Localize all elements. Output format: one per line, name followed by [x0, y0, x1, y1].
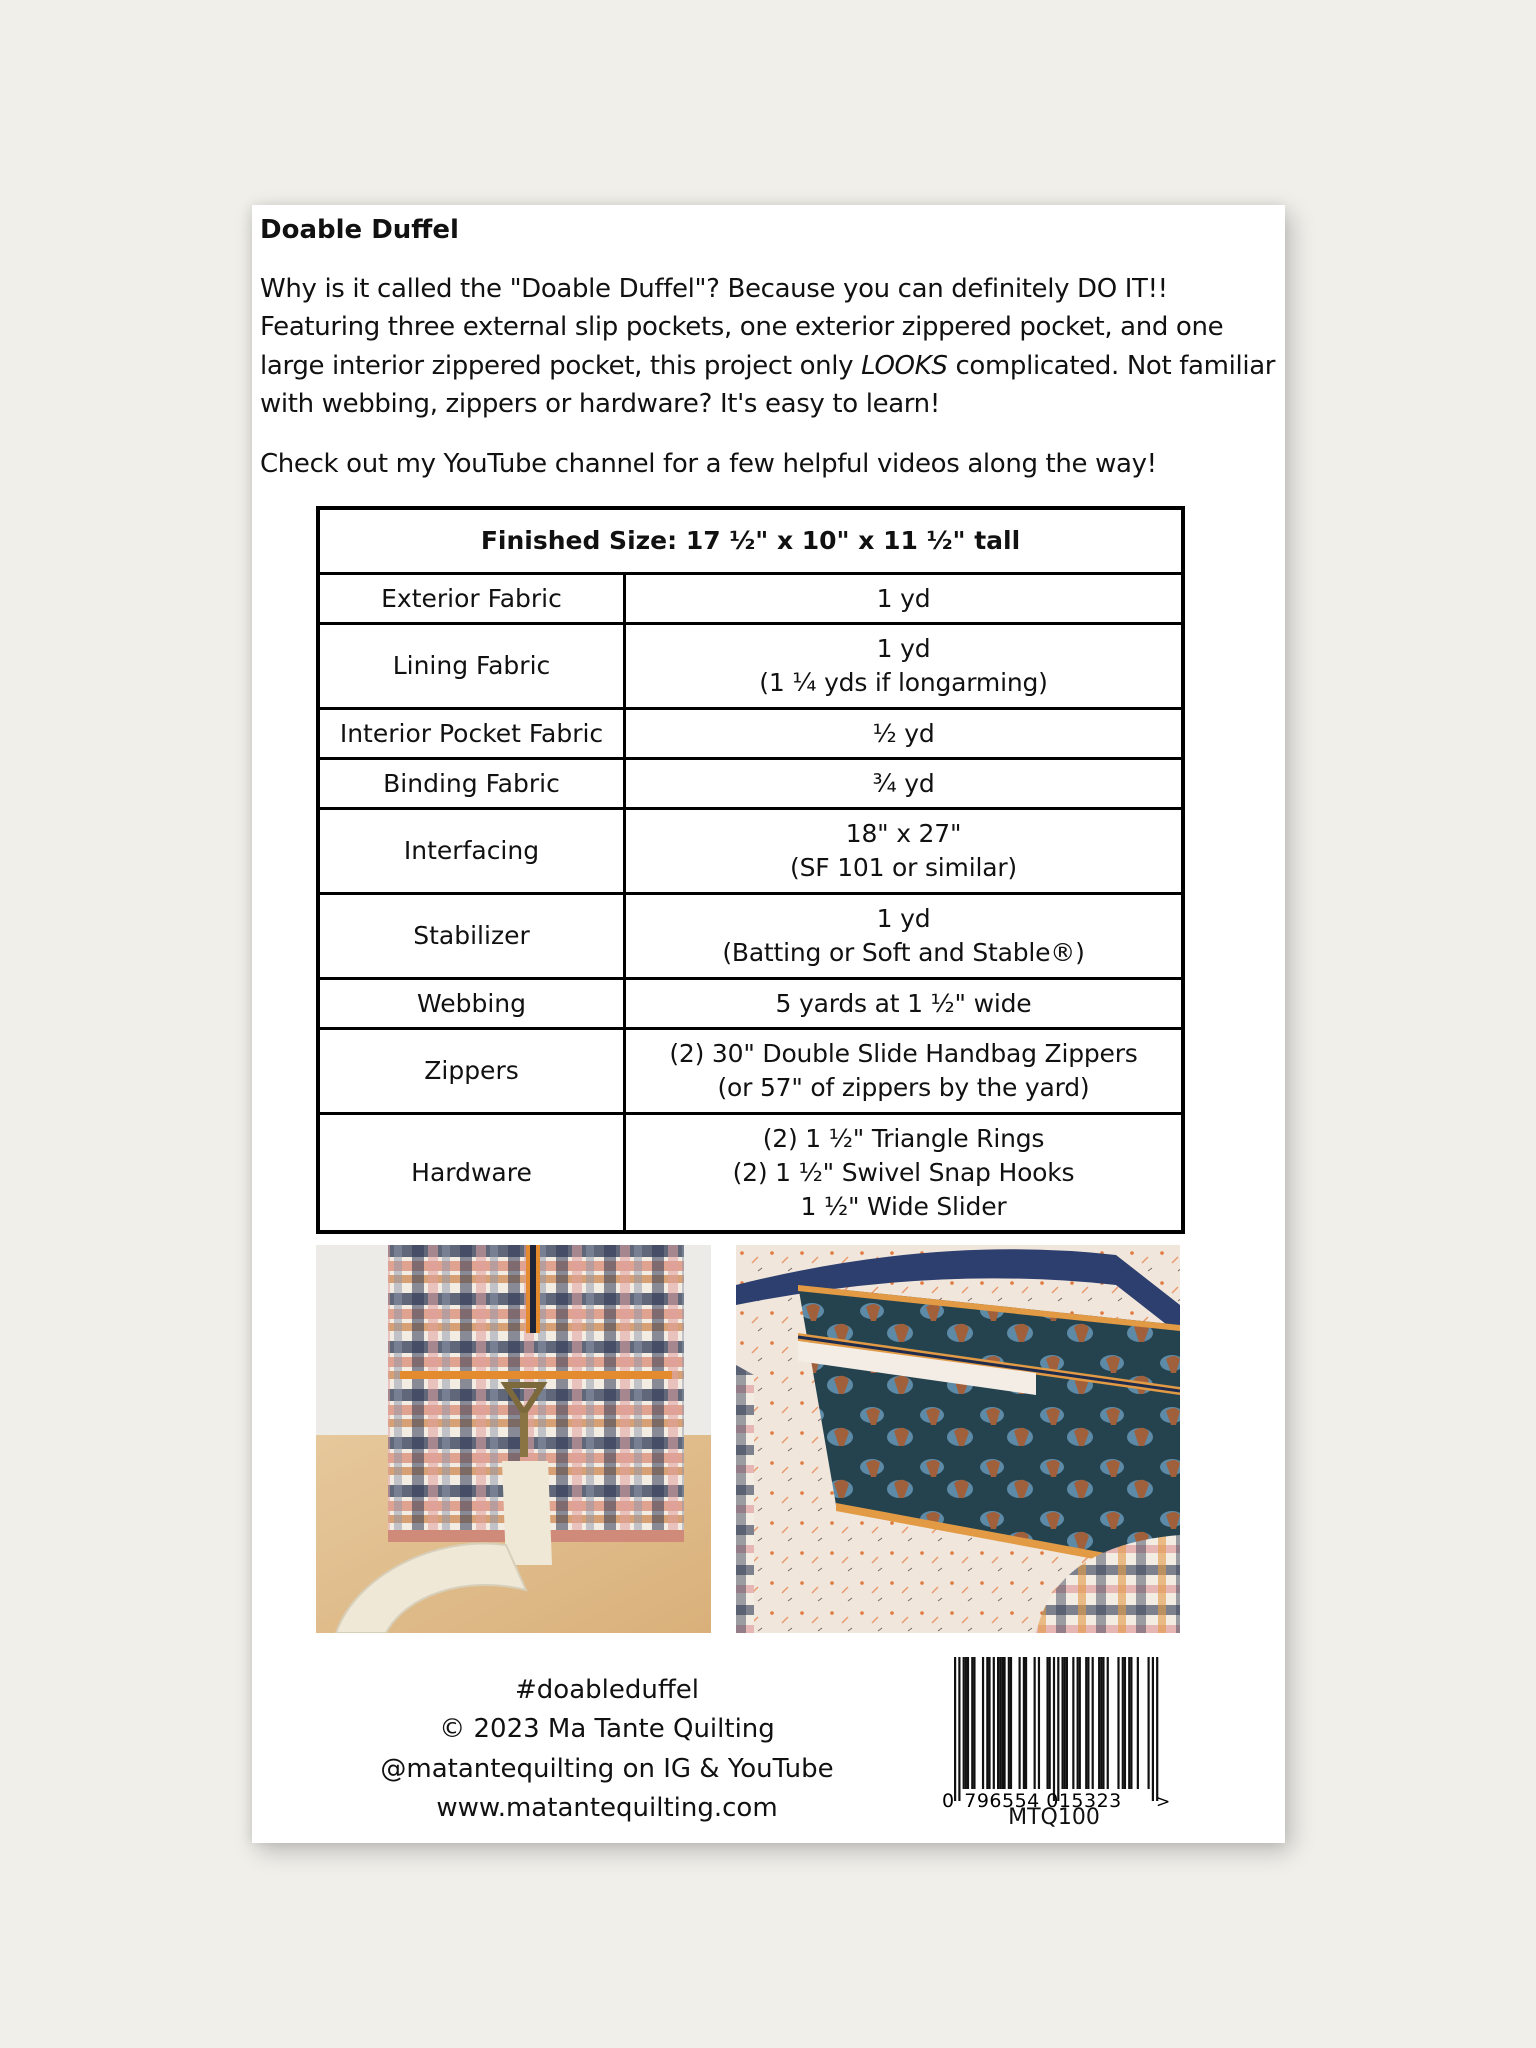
- barcode-bar: [1107, 1657, 1109, 1789]
- table-row: [318, 574, 1183, 624]
- barcode-left-digits: 796554: [964, 1790, 1040, 1812]
- barcode-bar: [1156, 1657, 1158, 1801]
- amount-line: 1 yd: [876, 904, 931, 933]
- intro-emphasis: LOOKS: [861, 350, 948, 381]
- amount-line: 1 yd: [876, 634, 931, 663]
- material-amount: [625, 624, 1184, 709]
- barcode-quiet-zone-mark: >: [1156, 1792, 1170, 1812]
- pattern-title: Doable Duffel: [260, 215, 459, 245]
- barcode-bar: [1034, 1657, 1036, 1789]
- material-amount: [625, 1114, 1184, 1233]
- barcode-bar: [1049, 1657, 1051, 1789]
- table-row: [318, 1114, 1183, 1233]
- amount-line: (2) 1 ½" Triangle Rings: [762, 1123, 1045, 1153]
- material-name: Binding Fabric: [318, 759, 625, 809]
- amount-line: (2) 30" Double Slide Handbag Zippers: [669, 1039, 1138, 1068]
- barcode-bar: [1152, 1657, 1154, 1801]
- hashtag: #doableduffel: [515, 1675, 699, 1705]
- barcode-bar: [1122, 1657, 1124, 1789]
- material-amount: [625, 759, 1184, 809]
- barcode-bar: [1092, 1657, 1094, 1789]
- table-row: [318, 809, 1183, 894]
- barcode-bar: [1001, 1657, 1003, 1789]
- barcode-bar: [1062, 1657, 1064, 1789]
- barcode-bar: [1008, 1657, 1010, 1789]
- material-name: Lining Fabric: [318, 624, 625, 709]
- barcode-bar: [1064, 1657, 1066, 1789]
- material-amount: [625, 894, 1184, 979]
- barcode-bar: [1100, 1657, 1102, 1789]
- intro-line: with webbing, zippers or hardware? It's easy to learn!: [260, 388, 940, 419]
- barcode-bar: [963, 1657, 965, 1789]
- pattern-back-cover: [252, 205, 1285, 1843]
- barcode-bar: [967, 1657, 969, 1789]
- table-header-row: [318, 508, 1183, 574]
- material-name: Exterior Fabric: [318, 574, 625, 624]
- amount-line: 18" x 27": [845, 819, 962, 848]
- photo-duffel-interior: [736, 1245, 1180, 1633]
- barcode-bar: [988, 1657, 990, 1789]
- duffel-interior-image: [736, 1245, 1180, 1633]
- table-row: [318, 624, 1183, 709]
- plaid-edge: [736, 1395, 748, 1633]
- intro-text: complicated. Not familiar: [947, 350, 1276, 381]
- barcode-bar: [1079, 1657, 1081, 1789]
- zipper-tape: [530, 1245, 536, 1333]
- material-name: Stabilizer: [318, 894, 625, 979]
- barcode-bar: [1130, 1657, 1132, 1789]
- photo-duffel-exterior: [316, 1245, 711, 1633]
- barcode-bar: [997, 1657, 999, 1789]
- barcode-bar: [1128, 1657, 1130, 1789]
- barcode-bar: [1148, 1657, 1150, 1789]
- barcode-bar: [993, 1657, 995, 1789]
- barcode-bar: [982, 1657, 984, 1789]
- barcode-bar: [1117, 1657, 1119, 1789]
- barcode-bar: [1077, 1657, 1079, 1789]
- barcode-bar: [1053, 1657, 1055, 1801]
- table-row: [318, 979, 1183, 1029]
- intro-text: large interior zippered pocket, this project only: [260, 350, 862, 381]
- barcode-bar: [1124, 1657, 1126, 1789]
- material-amount: [625, 1029, 1184, 1114]
- intro-line: [260, 347, 1275, 385]
- table-row: [318, 709, 1183, 759]
- material-amount: [625, 979, 1184, 1029]
- barcode-bar: [973, 1657, 975, 1789]
- webbing-strap: [502, 1461, 552, 1565]
- barcode-bar: [1025, 1657, 1027, 1789]
- material-amount: [625, 709, 1184, 759]
- barcode-bar: [1087, 1657, 1089, 1789]
- amount-line: 1 ½" Wide Slider: [800, 1191, 1007, 1221]
- table-row: [318, 1029, 1183, 1114]
- barcode-bar: [1066, 1657, 1068, 1789]
- barcode-bar: [1102, 1657, 1104, 1789]
- amount-line: (1 ¼ yds if longarming): [759, 668, 1048, 697]
- barcode-bar: [1137, 1657, 1139, 1789]
- barcode-bar: [1072, 1657, 1074, 1789]
- pocket-binding: [400, 1371, 672, 1379]
- amount-line: ½ yd: [872, 718, 935, 748]
- barcode: [938, 1655, 1170, 1815]
- barcode-bar: [1023, 1657, 1025, 1789]
- plaid-duffel-image: [316, 1245, 711, 1633]
- barcode-bar: [1098, 1657, 1100, 1789]
- amount-line: 1 yd: [876, 583, 931, 613]
- amount-line: (2) 1 ½" Swivel Snap Hooks: [732, 1157, 1075, 1187]
- barcode-bar: [1085, 1657, 1087, 1789]
- barcode-bar: [971, 1657, 973, 1789]
- intro-paragraph: [260, 270, 1275, 423]
- footer-credits: [252, 1671, 962, 1828]
- barcode-bar: [954, 1657, 956, 1801]
- material-name: Webbing: [318, 979, 625, 1029]
- barcode-bar: [999, 1657, 1001, 1789]
- website-link[interactable]: www.matantequilting.com: [436, 1792, 778, 1823]
- finished-size-header: Finished Size: 17 ½" x 10" x 11 ½" tall: [318, 508, 1183, 574]
- barcode-bar: [986, 1657, 988, 1789]
- table-row: [318, 759, 1183, 809]
- intro-line: Featuring three external slip pockets, one exterior zippered pocket, and one: [260, 312, 1224, 343]
- barcode-bar: [1019, 1657, 1021, 1789]
- material-name: Interfacing: [318, 809, 625, 894]
- barcode-bar: [1003, 1657, 1005, 1789]
- material-name: Interior Pocket Fabric: [318, 709, 625, 759]
- product-sku: MTQ100: [1008, 1805, 1100, 1830]
- barcode-bar: [958, 1657, 960, 1801]
- material-amount: [625, 809, 1184, 894]
- barcode-lead-digit: 0: [942, 1790, 955, 1812]
- youtube-note-text: Check out my YouTube channel for a few helpful videos along the way!: [260, 449, 1157, 479]
- barcode-right-digits: 015323: [1046, 1790, 1122, 1812]
- amount-line: (or 57" of zippers by the yard): [717, 1073, 1090, 1102]
- copyright: © 2023 Ma Tante Quilting: [439, 1714, 775, 1745]
- snap-hook: [520, 1413, 528, 1457]
- barcode-bars: [954, 1657, 1158, 1801]
- social-handle: @matantequilting on IG & YouTube: [380, 1753, 834, 1784]
- intro-line: Why is it called the "Doable Duffel"? Because you can definitely DO IT!!: [260, 274, 1168, 304]
- barcode-bar: [1057, 1657, 1059, 1801]
- material-amount: [625, 574, 1184, 624]
- amount-line: (Batting or Soft and Stable®): [722, 938, 1085, 967]
- material-name: Hardware: [318, 1114, 625, 1233]
- material-name: Zippers: [318, 1029, 625, 1114]
- amount-line: 5 yards at 1 ½" wide: [775, 988, 1032, 1018]
- amount-line: ¾ yd: [872, 768, 935, 798]
- barcode-bar: [1046, 1657, 1048, 1789]
- amount-line: (SF 101 or similar): [790, 853, 1017, 882]
- barcode-bar: [1038, 1657, 1040, 1789]
- table-row: [318, 894, 1183, 979]
- materials-table: [316, 506, 1185, 1234]
- barcode-bar: [1010, 1657, 1012, 1789]
- youtube-note: [260, 445, 1157, 483]
- barcode-bar: [965, 1657, 967, 1789]
